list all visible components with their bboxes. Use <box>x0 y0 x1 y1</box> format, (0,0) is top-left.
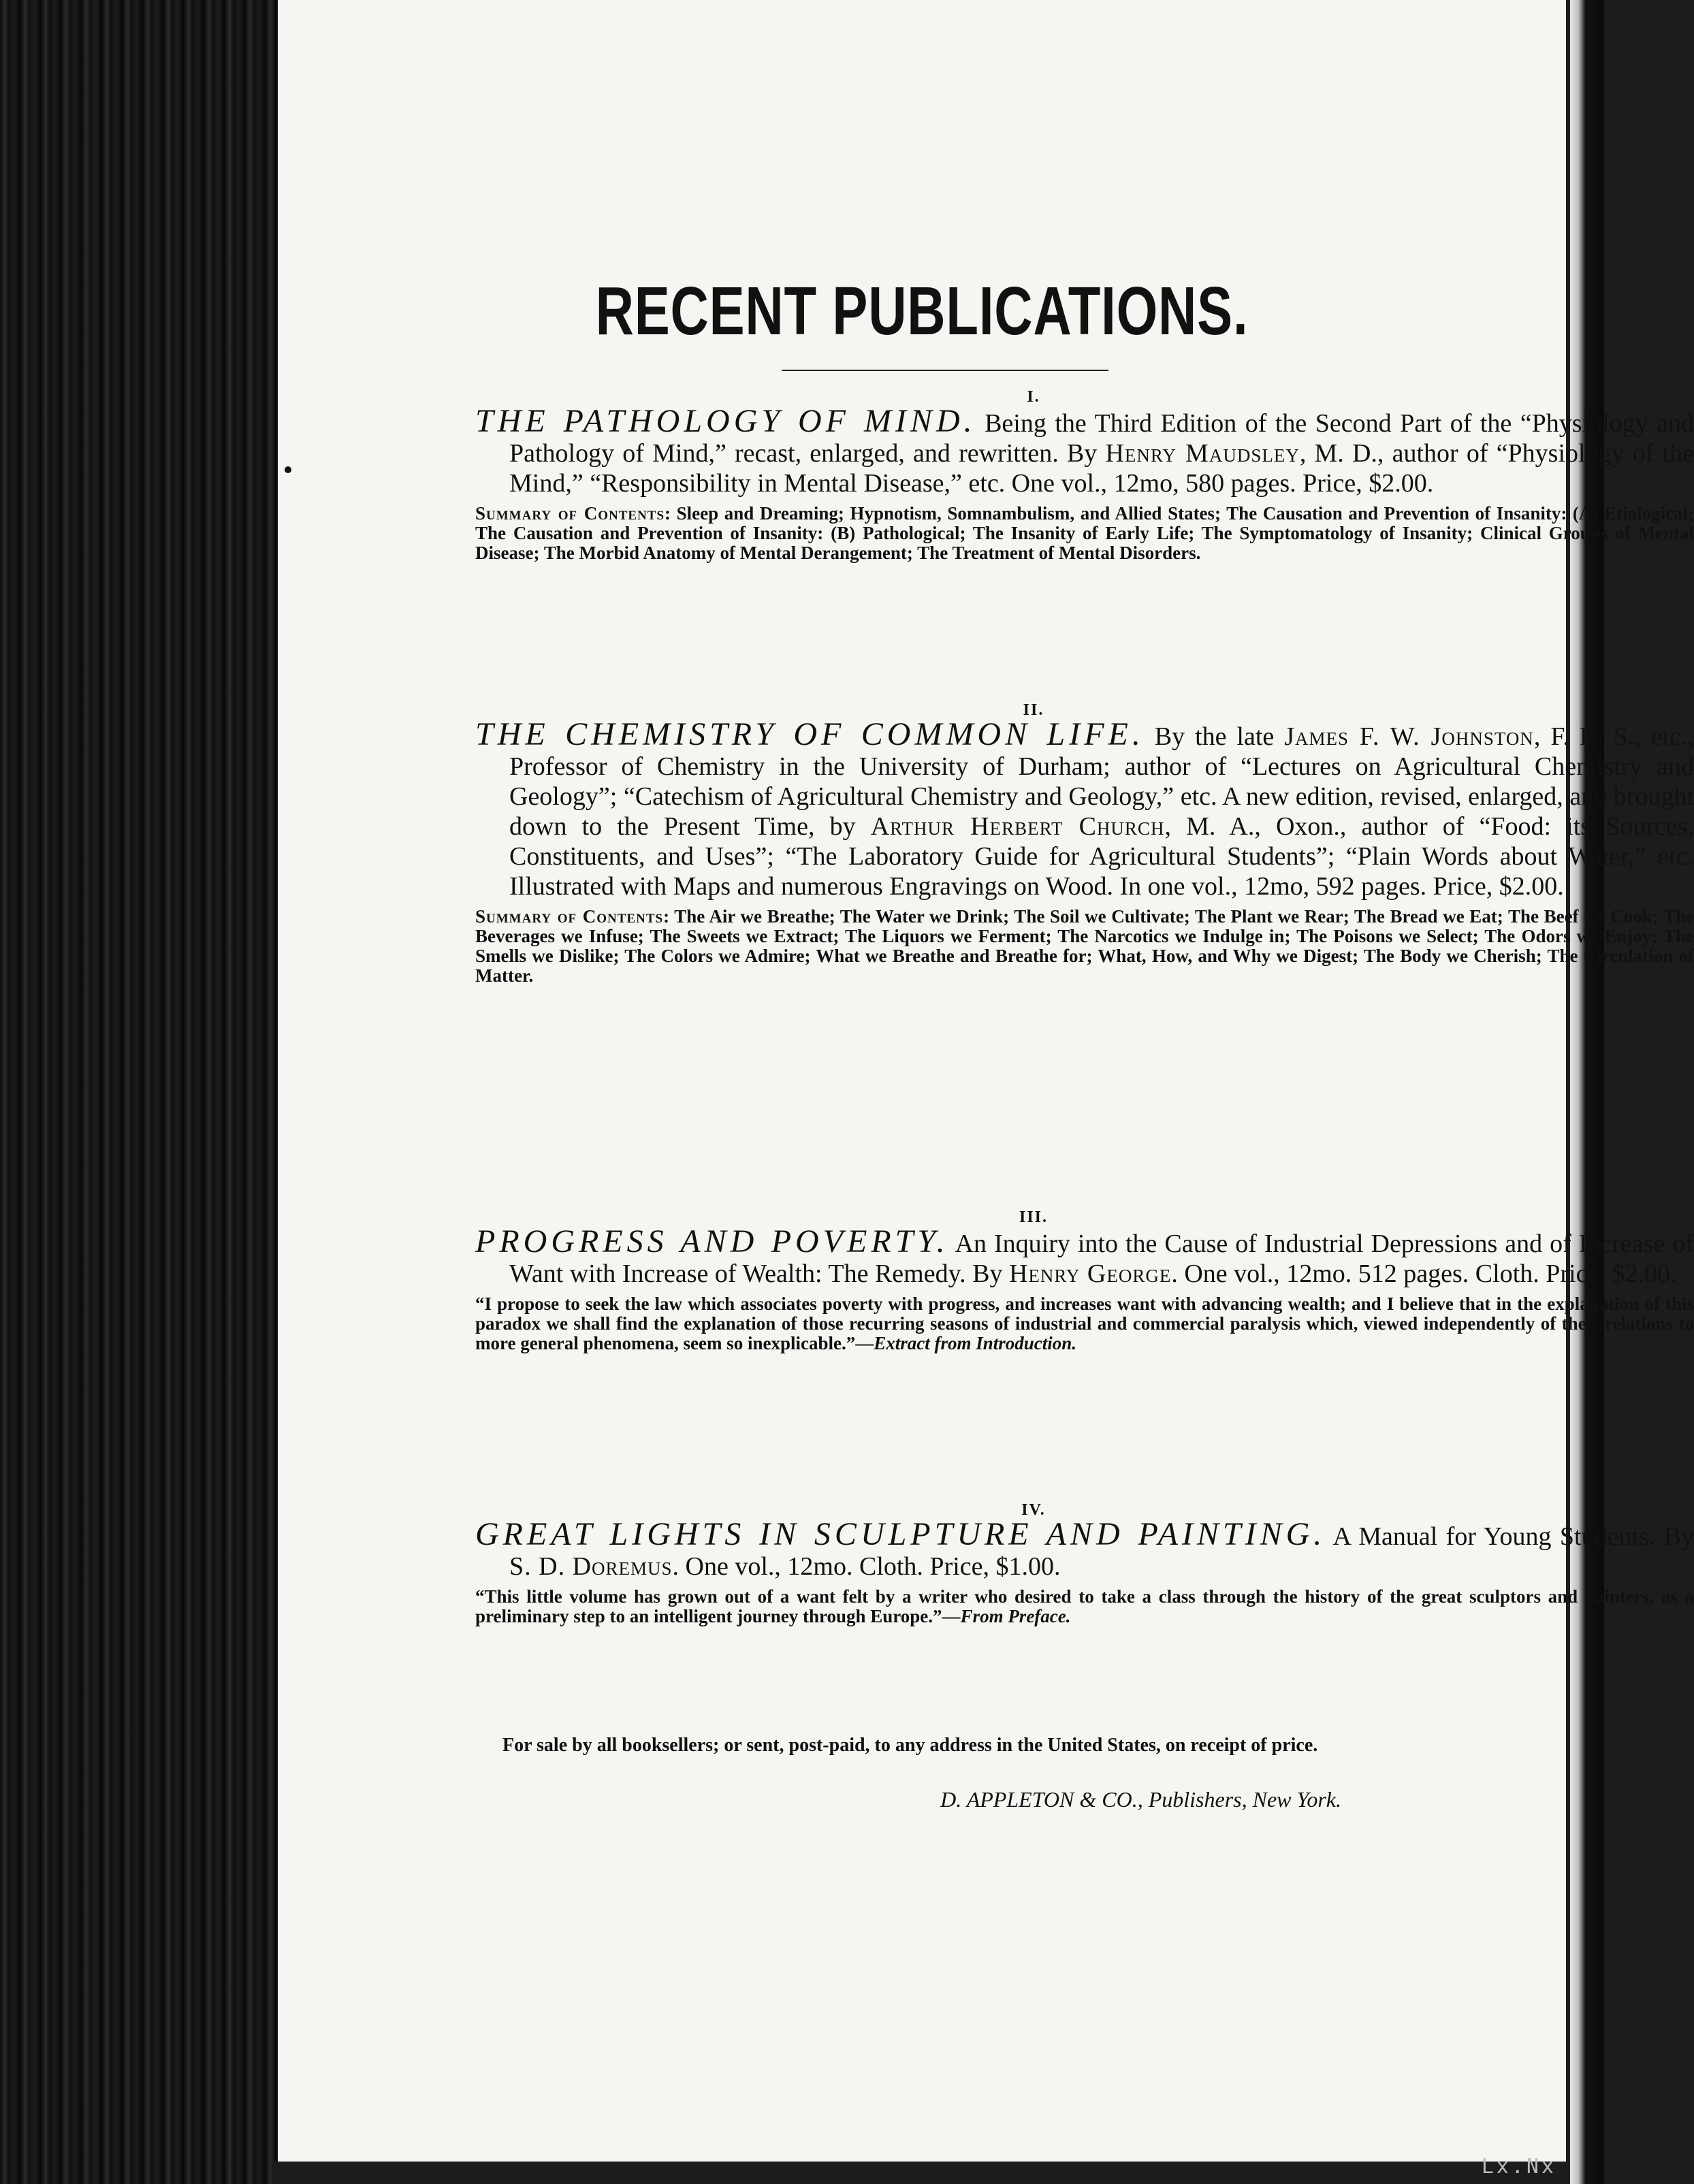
entry-text: , F. R. S., etc., Professor of Chemistry in the University of Durham; author of “Lectures on Agricultural Chemistry and Geology”; “Catechism of Agricultural Chemistry and Geology,” etc. A new edition, revised, enlarged, and brought down to the Present Time, by <box>509 722 1694 841</box>
book-title: GREAT LIGHTS IN SCULPTURE AND PAINTING. <box>475 1516 1326 1552</box>
book-title: PROGRESS AND POVERTY. <box>475 1223 949 1259</box>
entry-2 <box>475 701 1694 986</box>
entry-text: , M. A., Oxon., author of “Food: its Sources, Constituents, and Uses”; “The Laboratory Guide for Agricultural Students”; “Plain Words about Water,” etc. Illustrated with Maps and numerous Engravings on Wood. In one vol., 12mo, 592 pages. Price, $2.00. <box>509 812 1694 901</box>
entry-text: . One vol., 12mo. 512 pages. Cloth. Price, $2.00. <box>1171 1259 1677 1288</box>
entry-number: IV. <box>1021 1501 1046 1519</box>
summary-label: Summary of Contents <box>475 503 665 524</box>
entry-4 <box>475 1501 1694 1626</box>
entry-text: Being the Third Edition of the Second Part of the “Physiology and Pathology of Mind,” recast, enlarged, and rewritten. By <box>509 409 1694 468</box>
quote-excerpt <box>475 1587 1694 1626</box>
summary-of-contents <box>475 504 1694 563</box>
quote-text: “I propose to seek the law which associates poverty with progress, and increases want with advancing wealth; and I believe that in the explanation of this paradox we shall find the explanation of those recurring seasons of industrial and commercial paralysis which, viewed independently of their relations to more general phenomena, seem so inexplicable.”— <box>475 1294 1694 1353</box>
author-name: Henry George <box>1008 1259 1172 1288</box>
facing-page-edge <box>1570 0 1604 2184</box>
summary-of-contents <box>475 907 1694 986</box>
sales-note: For sale by all booksellers; or sent, post-paid, to any address in the United States, on receipt of price. <box>502 1735 1318 1756</box>
entry-number: III. <box>1019 1208 1049 1226</box>
ink-mark <box>285 466 291 473</box>
entry-text: . One vol., 12mo. Cloth. Price, $1.00. <box>672 1552 1061 1581</box>
quote-source: Extract from Introduction. <box>874 1333 1077 1353</box>
title-rule <box>782 370 1108 371</box>
quote-excerpt <box>475 1294 1694 1353</box>
entry-description <box>475 403 1694 498</box>
entry-description <box>475 1223 1694 1289</box>
author-name: S. D. Doremus <box>509 1552 673 1581</box>
summary-text: : Sleep and Dreaming; Hypnotism, Somnambulism, and Allied States; The Causation and Prevention of Insanity: (A) Etiological; The Causation and Prevention of Insanity: (B) Pathological; The Insanity of Early Life; The Symptomatology of Insanity; Clinical Groups of Mental Disease; The Morbid Anatomy of Mental Derangement; The Treatment of Mental Disorders. <box>475 503 1694 563</box>
archive-stamp: Lx.Nx <box>1481 2155 1556 2179</box>
author-name: Henry Maudsley <box>1105 439 1300 468</box>
author-name: James F. W. Johnston <box>1284 722 1534 751</box>
publisher-imprint: D. APPLETON & CO., Publishers, New York. <box>940 1787 1341 1812</box>
entry-text: A Manual for Young Students. By <box>1326 1522 1694 1551</box>
book-title: THE CHEMISTRY OF COMMON LIFE. <box>475 716 1145 752</box>
entry-text: An Inquiry into the Cause of Industrial Depressions and of Increase of Want with Increase of Wealth: The Remedy. By <box>509 1230 1694 1288</box>
entry-description <box>475 1516 1694 1581</box>
entry-number: I. <box>1027 388 1040 406</box>
entry-text: , M. D., author of “Physiology of the Mind,” “Responsibility in Mental Disease,” etc. One vol., 12mo, 580 pages. Price, $2.00. <box>509 439 1694 498</box>
entry-description <box>475 716 1694 901</box>
entry-1 <box>475 388 1694 563</box>
printed-page <box>274 0 1694 2162</box>
entry-number: II. <box>1023 701 1044 719</box>
entry-3 <box>475 1208 1694 1353</box>
book-binding <box>0 0 272 2184</box>
entry-text: By the late <box>1144 722 1285 751</box>
summary-text: : The Air we Breathe; The Water we Drink; The Soil we Cultivate; The Plant we Rear; The Bread we Eat; The Beef we Cook; The Beverages we Infuse; The Sweets we Extract; The Liquors we Ferment; The Narcotics we Indulge in; The Poisons we Select; The Odors we Enjoy; The Smells we Dislike; The Colors we Admire; What we Breathe and Breathe for; What, How, and Why we Digest; The Body we Cherish; The Circulation of Matter. <box>475 906 1694 986</box>
editor-name: Arthur Herbert Church <box>870 812 1165 841</box>
page-title: RECENT PUBLICATIONS. <box>595 273 1249 349</box>
book-title: THE PATHOLOGY OF MIND. <box>475 403 976 439</box>
quote-text: “This little volume has grown out of a want felt by a writer who desired to take a class through the history of the great sculptors and painters, as a preliminary step to an intelligent journey through Europe.”— <box>475 1586 1694 1626</box>
quote-source: From Preface. <box>960 1606 1071 1626</box>
summary-label: Summary of Contents <box>475 906 664 927</box>
